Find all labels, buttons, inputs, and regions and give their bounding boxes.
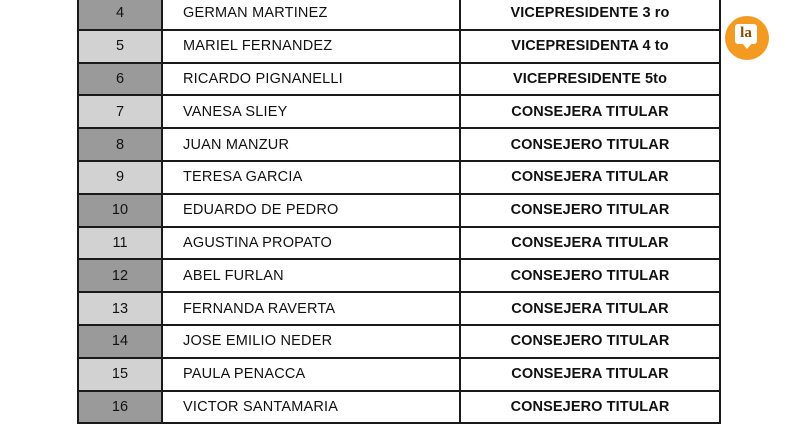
- table-row: [78, 95, 720, 128]
- member-role: CONSEJERA TITULAR: [460, 161, 720, 194]
- member-role: CONSEJERO TITULAR: [460, 325, 720, 358]
- member-role: VICEPRESIDENTE 3 ro: [460, 0, 720, 30]
- chat-bubble-tail: [742, 43, 752, 49]
- member-table: [77, 0, 721, 424]
- row-number: 5: [78, 30, 162, 63]
- row-number: 11: [78, 227, 162, 260]
- member-role: CONSEJERO TITULAR: [460, 391, 720, 424]
- member-role: CONSEJERO TITULAR: [460, 194, 720, 227]
- table-row: [78, 325, 720, 358]
- row-number: 7: [78, 95, 162, 128]
- table-row: [78, 128, 720, 161]
- member-name: MARIEL FERNANDEZ: [162, 30, 460, 63]
- row-number: 12: [78, 259, 162, 292]
- table-row: [78, 292, 720, 325]
- row-number: 6: [78, 63, 162, 96]
- member-role: CONSEJERO TITULAR: [460, 128, 720, 161]
- member-name: ABEL FURLAN: [162, 259, 460, 292]
- member-role: CONSEJERA TITULAR: [460, 292, 720, 325]
- member-name: VICTOR SANTAMARIA: [162, 391, 460, 424]
- site-logo-badge[interactable]: [725, 16, 769, 60]
- member-name: JUAN MANZUR: [162, 128, 460, 161]
- member-role: CONSEJERA TITULAR: [460, 227, 720, 260]
- row-number: 9: [78, 161, 162, 194]
- member-name: PAULA PENACCA: [162, 358, 460, 391]
- row-number: 16: [78, 391, 162, 424]
- member-role: CONSEJERO TITULAR: [460, 259, 720, 292]
- table-row: [78, 259, 720, 292]
- row-number: 4: [78, 0, 162, 30]
- member-name: FERNANDA RAVERTA: [162, 292, 460, 325]
- member-name: AGUSTINA PROPATO: [162, 227, 460, 260]
- table-row: [78, 30, 720, 63]
- member-name: VANESA SLIEY: [162, 95, 460, 128]
- table-row: [78, 0, 720, 30]
- member-role: VICEPRESIDENTA 4 to: [460, 30, 720, 63]
- row-number: 10: [78, 194, 162, 227]
- row-number: 14: [78, 325, 162, 358]
- row-number: 13: [78, 292, 162, 325]
- row-number: 15: [78, 358, 162, 391]
- member-role: CONSEJERA TITULAR: [460, 358, 720, 391]
- row-number: 8: [78, 128, 162, 161]
- member-role: VICEPRESIDENTE 5to: [460, 63, 720, 96]
- table-row: [78, 391, 720, 424]
- table-row: [78, 194, 720, 227]
- member-role: CONSEJERA TITULAR: [460, 95, 720, 128]
- table-row: [78, 358, 720, 391]
- member-name: GERMAN MARTINEZ: [162, 0, 460, 30]
- member-name: TERESA GARCIA: [162, 161, 460, 194]
- chat-bubble-logo-icon: [735, 24, 757, 44]
- member-name: JOSE EMILIO NEDER: [162, 325, 460, 358]
- table-row: [78, 161, 720, 194]
- member-name: RICARDO PIGNANELLI: [162, 63, 460, 96]
- member-table-body: [78, 0, 720, 423]
- table-row: [78, 227, 720, 260]
- logo-text: la: [740, 25, 752, 41]
- table-row: [78, 63, 720, 96]
- member-table-container: [77, 0, 721, 424]
- member-name: EDUARDO DE PEDRO: [162, 194, 460, 227]
